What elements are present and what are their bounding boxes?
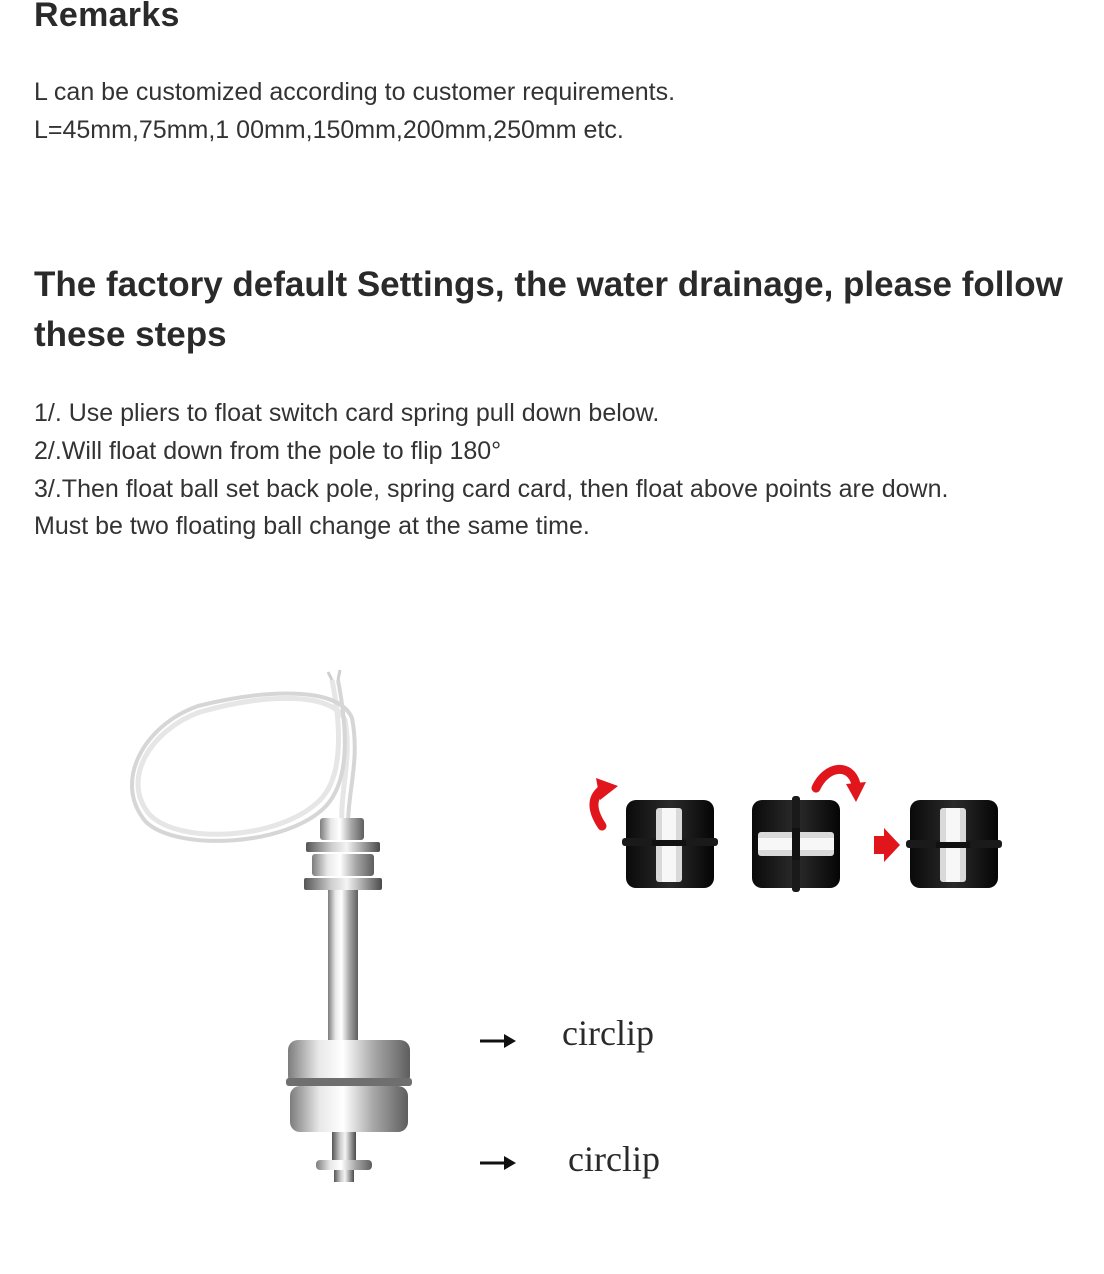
float-switch-illustration	[0, 600, 1104, 1274]
remarks-title: Remarks	[34, 0, 180, 34]
right-arrow-icon	[478, 1031, 518, 1051]
float-ball-icon	[906, 800, 1002, 888]
step-note: Must be two floating ball change at the same time.	[34, 512, 590, 540]
rotate-arrow-icon	[816, 769, 866, 802]
circlip-label-upper: circlip	[562, 1013, 654, 1053]
remarks-customization-text: L can be customized according to customer requirements.	[34, 78, 676, 106]
step-item-1: 1/. Use pliers to float switch card spring pull down below.	[34, 399, 660, 427]
rotate-arrow-icon	[594, 778, 618, 826]
remarks-length-options: L=45mm,75mm,1 00mm,150mm,200mm,250mm etc.	[34, 116, 624, 144]
step-item-3: 3/.Then float ball set back pole, spring card card, then float above points are down.	[34, 475, 949, 503]
right-arrow-icon	[478, 1153, 518, 1173]
float-ball-icon	[752, 796, 840, 892]
float-ball-flip-sequence	[594, 769, 1002, 892]
step-item-2: 2/.Will float down from the pole to flip 180°	[34, 437, 502, 465]
right-arrow-icon	[874, 828, 900, 862]
steps-title: The factory default Settings, the water drainage, please follow these steps	[34, 265, 1063, 354]
float-ball-icon	[622, 800, 718, 888]
float-switch-image	[132, 670, 412, 1182]
circlip-label-lower: circlip	[568, 1139, 660, 1179]
